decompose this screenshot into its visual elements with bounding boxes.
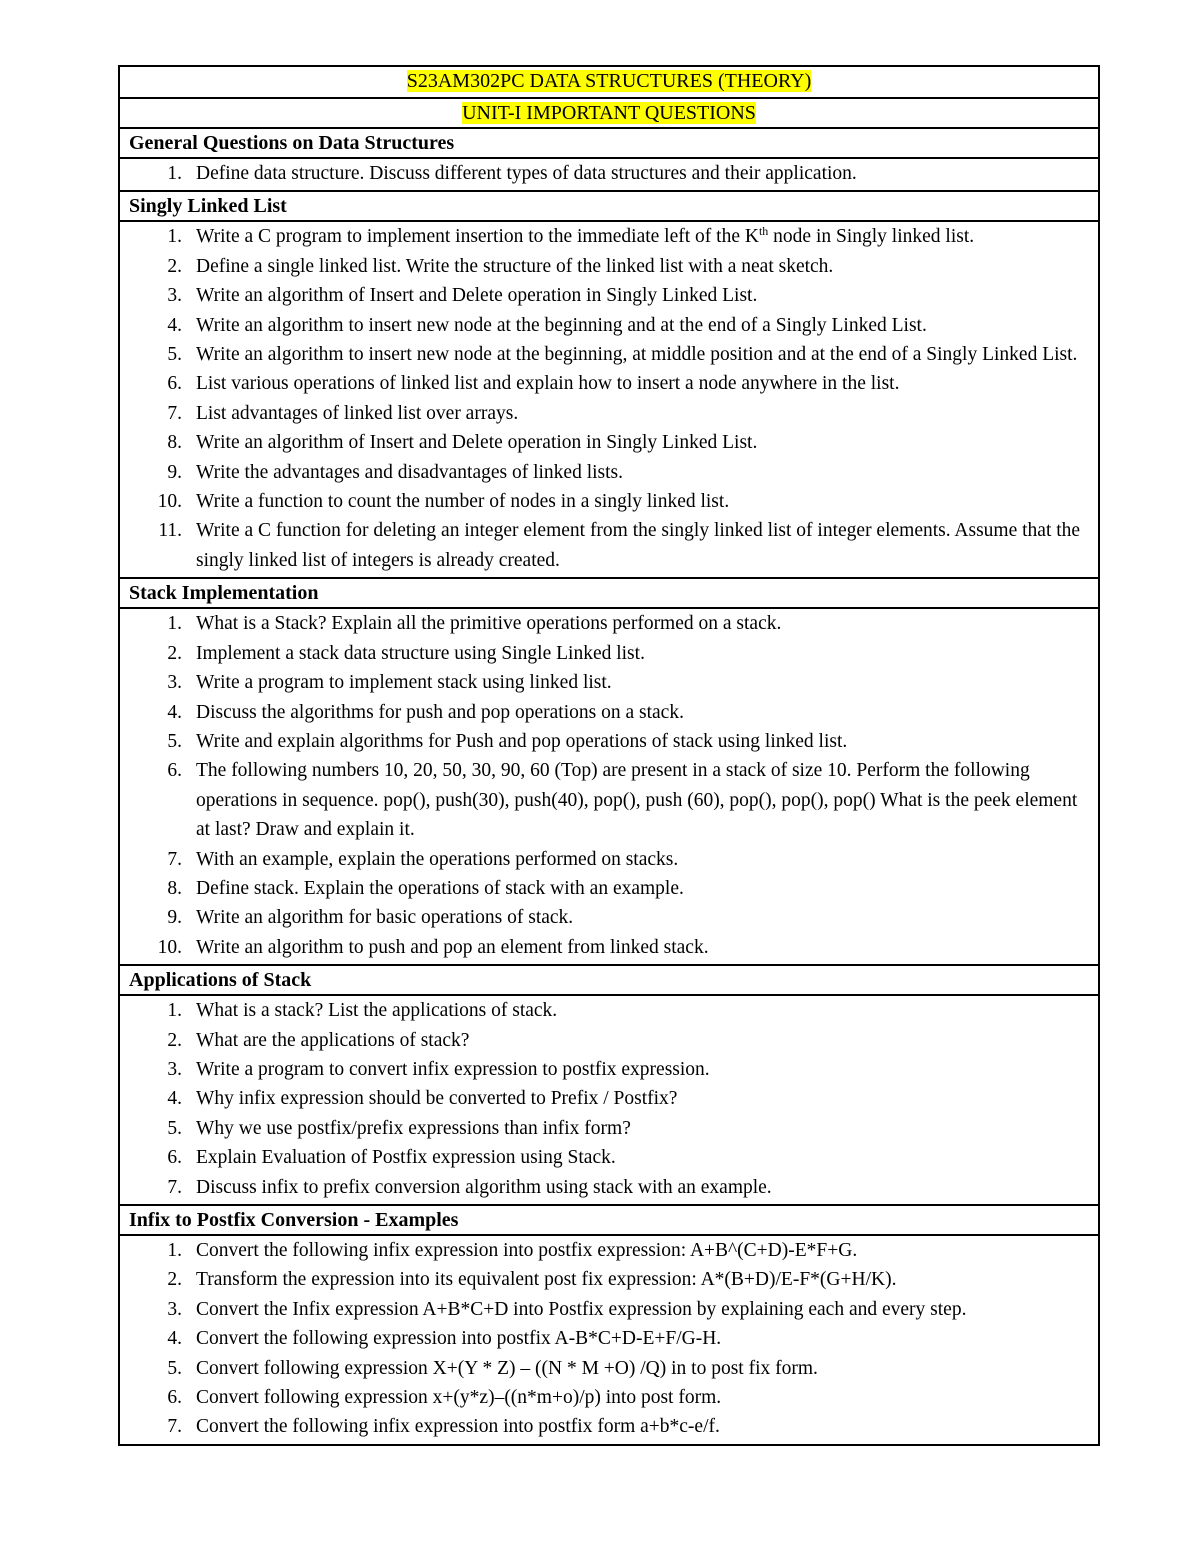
question-item: 1. Write a C program to implement insertion to the immediate left of the $K^{th}$ node in Singly linked list. <box>120 222 1098 251</box>
question-item: 3. Write a program to implement stack using linked list. <box>120 668 1098 697</box>
section-heading-applications-of-stack: Applications of Stack <box>120 964 1098 994</box>
question-number: 11. <box>158 520 182 542</box>
question-item: 11. Write a C function for deleting an integer element from the singly linked list of integer elements. Assume that the singly linked list of integers is already created. <box>120 516 1098 575</box>
question-number: 7. <box>167 848 182 870</box>
section-list-applications-of-stack <box>120 994 1098 1204</box>
question-number: 10. <box>157 936 182 958</box>
question-item: 10. Write a function to count the number of nodes in a singly linked list. <box>120 487 1098 516</box>
question-number: 7. <box>167 1176 182 1198</box>
question-item: 4. Discuss the algorithms for push and pop operations on a stack. <box>120 698 1098 727</box>
question-number: 2. <box>167 1269 182 1291</box>
section-list-infix-to-postfix <box>120 1234 1098 1444</box>
question-item: 5. Write and explain algorithms for Push and pop operations of stack using linked list. <box>120 727 1098 756</box>
course-title-row <box>120 67 1098 97</box>
question-item: 1. What is a Stack? Explain all the primitive operations performed on a stack. <box>120 609 1098 638</box>
question-item: 7. List advantages of linked list over arrays. <box>120 399 1098 428</box>
question-item: 2. What are the applications of stack? <box>120 1026 1098 1055</box>
unit-title: UNIT-I IMPORTANT QUESTIONS <box>462 102 756 124</box>
question-number: 1. <box>167 163 182 184</box>
section-list-stack-implementation <box>120 607 1098 964</box>
question-number: 1. <box>167 226 182 248</box>
section-list-general <box>120 157 1098 190</box>
question-item: 6. List various operations of linked list and explain how to insert a node anywhere in the list. <box>120 369 1098 398</box>
question-item: 6. The following numbers 10, 20, 50, 30, 90, 60 (Top) are present in a stack of size 10. Perform the following operations in sequence. pop(), push(30), push(40), pop(), push (60), pop(), pop(), pop() What is the peek element at last? Draw and explain it. <box>120 756 1098 844</box>
question-item: 5. Why we use postfix/prefix expressions than infix form? <box>120 1114 1098 1143</box>
question-item: 10. Write an algorithm to push and pop an element from linked stack. <box>120 933 1098 962</box>
question-number: 4. <box>167 1088 182 1110</box>
question-number: 6. <box>167 760 182 782</box>
question-number: 2. <box>167 255 182 277</box>
question-item: 7. Discuss infix to prefix conversion algorithm using stack with an example. <box>120 1173 1098 1202</box>
section-heading-general: General Questions on Data Structures <box>120 127 1098 157</box>
unit-title-row <box>120 97 1098 127</box>
question-table <box>118 65 1100 1446</box>
question-number: 5. <box>167 1117 182 1139</box>
question-item: 9. Write an algorithm for basic operations of stack. <box>120 903 1098 932</box>
question-number: 1. <box>167 1240 182 1261</box>
question-item: 4. Write an algorithm to insert new node at the beginning and at the end of a Singly Linked List. <box>120 311 1098 340</box>
question-number: 8. <box>167 432 182 454</box>
question-item: 5. Write an algorithm to insert new node at the beginning, at middle position and at the end of a Singly Linked List. <box>120 340 1098 369</box>
question-item: 1. Convert the following infix expression into postfix expression: A+B^(C+D)-E*F+G. <box>120 1236 1098 1265</box>
question-number: 3. <box>167 1298 182 1320</box>
question-number: 2. <box>167 642 182 664</box>
question-item: 7. Convert the following infix expression into postfix form a+b*c-e/f. <box>120 1412 1098 1441</box>
question-number: 3. <box>167 672 182 694</box>
question-item: 4. Why infix expression should be converted to Prefix / Postfix? <box>120 1084 1098 1113</box>
question-number: 8. <box>167 877 182 899</box>
question-number: 4. <box>167 701 182 723</box>
section-heading-singly-linked-list: Singly Linked List <box>120 190 1098 220</box>
question-number: 5. <box>167 730 182 752</box>
question-item: 6. Explain Evaluation of Postfix expression using Stack. <box>120 1143 1098 1172</box>
question-item: 5. Convert following expression X+(Y * Z) – ((N * M +O) /Q) in to post fix form. <box>120 1354 1098 1383</box>
question-number: 9. <box>167 907 182 929</box>
course-title: S23AM302PC DATA STRUCTURES (THEORY) <box>406 70 812 92</box>
question-item: 2. Define a single linked list. Write the structure of the linked list with a neat sketch. <box>120 252 1098 281</box>
question-item: 2. Transform the expression into its equivalent post fix expression: A*(B+D)/E-F*(G+H/K). <box>120 1265 1098 1294</box>
question-item: 7. With an example, explain the operations performed on stacks. <box>120 845 1098 874</box>
question-item: 8. Define stack. Explain the operations of stack with an example. <box>120 874 1098 903</box>
question-item: 9. Write the advantages and disadvantages of linked lists. <box>120 458 1098 487</box>
question-item: 1. What is a stack? List the applications of stack. <box>120 996 1098 1025</box>
question-number: 1. <box>167 1000 182 1022</box>
question-number: 6. <box>167 373 182 395</box>
section-heading-stack-implementation: Stack Implementation <box>120 577 1098 607</box>
section-list-singly-linked-list <box>120 220 1098 577</box>
question-item: 6. Convert following expression x+(y*z)–((n*m+o)/p) into post form. <box>120 1383 1098 1412</box>
question-number: 4. <box>167 314 182 336</box>
question-number: 9. <box>167 461 182 483</box>
question-number: 4. <box>167 1328 182 1350</box>
question-number: 7. <box>167 402 182 424</box>
question-item: 3. Convert the Infix expression A+B*C+D into Postfix expression by explaining each and every step. <box>120 1295 1098 1324</box>
question-number: 7. <box>167 1416 182 1438</box>
question-number: 2. <box>167 1029 182 1051</box>
question-number: 6. <box>167 1387 182 1409</box>
question-item: 4. Convert the following expression into postfix A-B*C+D-E+F/G-H. <box>120 1324 1098 1353</box>
question-number: 5. <box>167 1357 182 1379</box>
question-item: 3. Write a program to convert infix expression to postfix expression. <box>120 1055 1098 1084</box>
question-item: 2. Implement a stack data structure using Single Linked list. <box>120 639 1098 668</box>
question-item: 8. Write an algorithm of Insert and Delete operation in Singly Linked List. <box>120 428 1098 457</box>
question-item: 3. Write an algorithm of Insert and Delete operation in Singly Linked List. <box>120 281 1098 310</box>
section-heading-infix-to-postfix: Infix to Postfix Conversion - Examples <box>120 1204 1098 1234</box>
question-item: 1. Define data structure. Discuss different types of data structures and their application. <box>120 159 1098 188</box>
question-number: 6. <box>167 1147 182 1169</box>
question-number: 3. <box>167 1058 182 1080</box>
question-number: 1. <box>167 613 182 635</box>
question-number: 3. <box>167 285 182 307</box>
question-number: 10. <box>157 491 182 513</box>
question-number: 5. <box>167 344 182 366</box>
